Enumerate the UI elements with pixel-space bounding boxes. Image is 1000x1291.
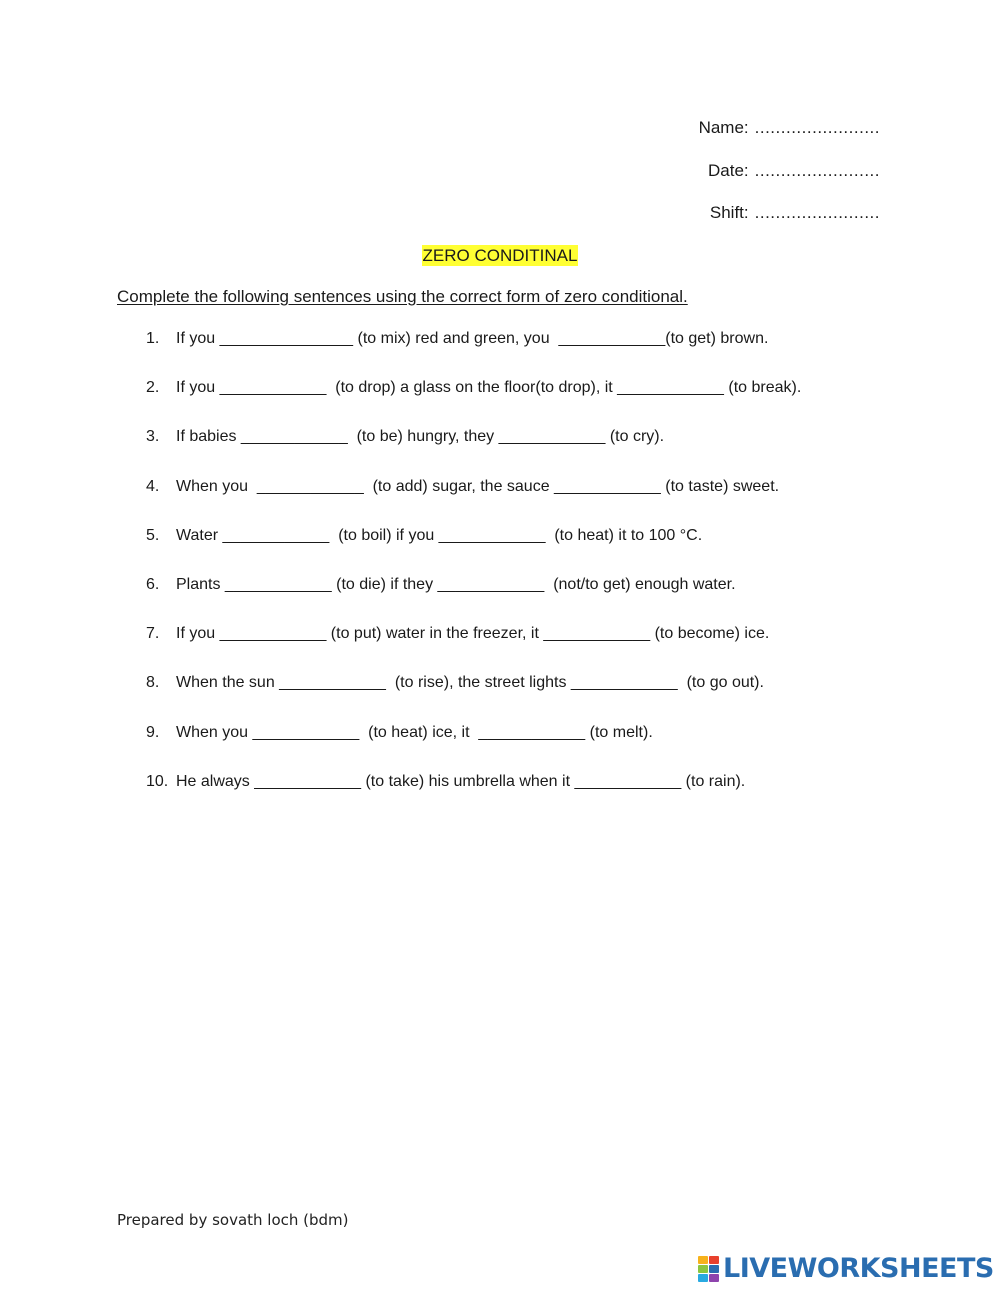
shift-label: Shift:: [709, 203, 749, 222]
shift-field[interactable]: [710, 203, 880, 223]
question-text[interactable]: When the sun ____________ (to rise), the street lights ____________ (to go out).: [176, 674, 764, 692]
question-number: 7.: [146, 625, 160, 643]
question-item: [146, 378, 801, 427]
question-number: 2.: [146, 379, 160, 397]
question-number: 4.: [146, 477, 160, 495]
question-text[interactable]: If babies ____________ (to be) hungry, they ____________ (to cry).: [176, 428, 665, 446]
date-blank[interactable]: ........................: [754, 161, 880, 180]
question-text[interactable]: Water ____________ (to boil) if you ____________ (to heat) it to 100 °C.: [176, 526, 703, 544]
question-text[interactable]: If you _______________ (to mix) red and green, you ____________(to get) brown.: [176, 330, 769, 347]
question-item: [146, 427, 801, 476]
liveworksheets-logo-icon: [698, 1256, 720, 1282]
liveworksheets-brand[interactable]: [698, 1254, 994, 1284]
question-text[interactable]: Plants ____________ (to die) if they ____________ (not/to get) enough water.: [176, 575, 736, 593]
worksheet-title: ZERO CONDITINAL: [422, 246, 578, 265]
name-blank[interactable]: ........................: [754, 118, 880, 137]
question-text[interactable]: When you ____________ (to add) sugar, the sauce ____________ (to taste) sweet.: [176, 477, 780, 495]
name-label: Name:: [698, 118, 749, 137]
question-number: 8.: [146, 674, 160, 692]
question-item: [146, 477, 801, 526]
question-number: 9.: [146, 723, 160, 741]
question-number: 5.: [146, 526, 160, 544]
date-label: Date:: [708, 161, 749, 180]
question-text[interactable]: He always ____________ (to take) his umbrella when it ____________ (to rain).: [176, 772, 746, 790]
question-item: [146, 329, 801, 378]
question-item: [146, 723, 801, 772]
question-number: 1.: [146, 330, 160, 347]
footer-credit: Prepared by sovath loch (bdm): [117, 1211, 349, 1229]
question-number: 10.: [146, 772, 169, 790]
question-text[interactable]: When you ____________ (to heat) ice, it ____________ (to melt).: [176, 723, 653, 741]
question-list: [146, 329, 801, 821]
date-field[interactable]: [708, 161, 880, 181]
question-text[interactable]: If you ____________ (to drop) a glass on the floor(to drop), it ____________ (to break).: [176, 379, 802, 397]
question-item: [146, 772, 801, 821]
question-item: [146, 575, 801, 624]
instruction-text: Complete the following sentences using the correct form of zero conditional.: [117, 287, 688, 306]
brand-wordmark: LIVEWORKSHEETS: [723, 1253, 994, 1284]
question-number: 6.: [146, 575, 160, 593]
question-item: [146, 624, 801, 673]
name-field[interactable]: [699, 118, 880, 138]
question-text[interactable]: If you ____________ (to put) water in the freezer, it ____________ (to become) ice.: [176, 625, 770, 643]
title-container: [0, 245, 1000, 266]
shift-blank[interactable]: ........................: [754, 203, 880, 222]
question-item: [146, 673, 801, 722]
question-item: [146, 526, 801, 575]
question-number: 3.: [146, 428, 160, 446]
